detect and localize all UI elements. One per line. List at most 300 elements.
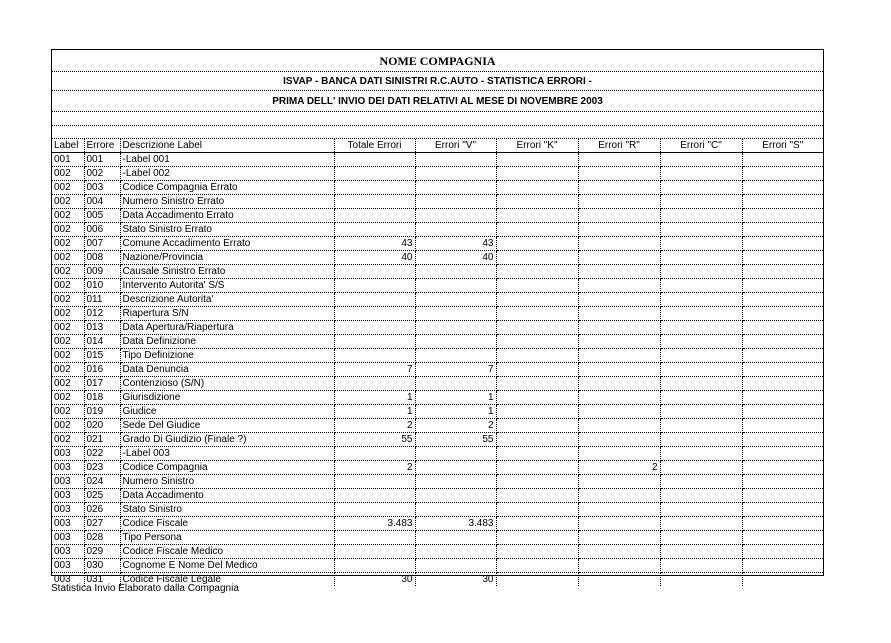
cell-errori-r	[578, 153, 660, 167]
cell-errori-s	[742, 517, 823, 531]
cell-totale-errori	[334, 531, 415, 545]
cell-errori-k	[496, 405, 578, 419]
cell-errori-r: 2	[578, 461, 660, 475]
cell-errore: 022	[84, 447, 120, 461]
cell-errori-c	[660, 335, 742, 349]
cell-errori-r	[578, 391, 660, 405]
column-header-totale-errori: Totale Errori	[334, 139, 415, 153]
cell-errori-r	[578, 531, 660, 545]
cell-errori-s	[742, 405, 823, 419]
cell-errori-v: 1	[415, 391, 496, 405]
cell-errore: 004	[84, 195, 120, 209]
cell-errori-c	[660, 503, 742, 517]
cell-errori-k	[496, 265, 578, 279]
cell-errori-r	[578, 447, 660, 461]
cell-errori-k	[496, 279, 578, 293]
cell-errore: 014	[84, 335, 120, 349]
cell-label: 002	[52, 167, 84, 181]
cell-totale-errori: 1	[334, 391, 415, 405]
cell-descrizione: Data Denuncia	[120, 363, 334, 377]
cell-errori-v	[415, 559, 496, 573]
table-row	[52, 251, 823, 265]
cell-errore: 021	[84, 433, 120, 447]
cell-errori-v	[415, 349, 496, 363]
cell-descrizione: Cognome E Nome Del Medico	[120, 559, 334, 573]
cell-errori-c	[660, 559, 742, 573]
cell-errori-s	[742, 307, 823, 321]
table-row	[52, 391, 823, 405]
cell-errori-s	[742, 279, 823, 293]
cell-totale-errori: 40	[334, 251, 415, 265]
cell-errori-s	[742, 573, 823, 587]
table-row	[52, 461, 823, 475]
cell-errori-s	[742, 391, 823, 405]
cell-label: 002	[52, 433, 84, 447]
cell-errori-s	[742, 447, 823, 461]
cell-errori-c	[660, 307, 742, 321]
cell-totale-errori	[334, 489, 415, 503]
column-header-descrizione: Descrizione Label	[120, 139, 334, 153]
cell-errori-v: 30	[415, 573, 496, 587]
table-row	[52, 405, 823, 419]
cell-errori-k	[496, 545, 578, 559]
cell-label: 003	[52, 447, 84, 461]
cell-errore: 013	[84, 321, 120, 335]
cell-totale-errori	[334, 321, 415, 335]
cell-errori-r	[578, 209, 660, 223]
cell-errori-s	[742, 321, 823, 335]
cell-totale-errori: 2	[334, 461, 415, 475]
cell-errore: 028	[84, 531, 120, 545]
cell-descrizione: Descrizione Autorita'	[120, 293, 334, 307]
cell-errori-s	[742, 461, 823, 475]
cell-errori-v	[415, 475, 496, 489]
cell-errori-k	[496, 419, 578, 433]
footer-note: Statistica Invio Elaborato dalla Compagnia	[51, 583, 239, 594]
report-frame	[51, 49, 824, 586]
cell-label: 002	[52, 349, 84, 363]
cell-totale-errori	[334, 223, 415, 237]
cell-errore: 030	[84, 559, 120, 573]
cell-label: 002	[52, 405, 84, 419]
cell-descrizione: Data Accadimento	[120, 489, 334, 503]
cell-label: 002	[52, 251, 84, 265]
table-row	[52, 223, 823, 237]
cell-errori-r	[578, 559, 660, 573]
cell-errori-s	[742, 181, 823, 195]
cell-label: 002	[52, 321, 84, 335]
table-row	[52, 489, 823, 503]
cell-errori-c	[660, 405, 742, 419]
table-row	[52, 265, 823, 279]
cell-errori-c	[660, 209, 742, 223]
column-header-errori-r: Errori "R"	[578, 139, 660, 153]
cell-errori-r	[578, 349, 660, 363]
cell-errori-s	[742, 531, 823, 545]
cell-errore: 002	[84, 167, 120, 181]
cell-totale-errori	[334, 335, 415, 349]
cell-errori-c	[660, 531, 742, 545]
cell-label: 003	[52, 517, 84, 531]
cell-errori-k	[496, 447, 578, 461]
cell-errori-c	[660, 181, 742, 195]
cell-errori-c	[660, 293, 742, 307]
cell-errori-c	[660, 223, 742, 237]
cell-errori-v: 43	[415, 237, 496, 251]
cell-errore: 027	[84, 517, 120, 531]
cell-totale-errori: 1	[334, 405, 415, 419]
company-title: NOME COMPAGNIA	[52, 50, 823, 72]
cell-errore: 016	[84, 363, 120, 377]
cell-errori-r	[578, 265, 660, 279]
cell-descrizione: -Label 001	[120, 153, 334, 167]
cell-label: 001	[52, 153, 84, 167]
cell-errori-r	[578, 363, 660, 377]
cell-descrizione: Giudice	[120, 405, 334, 419]
cell-errori-v	[415, 265, 496, 279]
table-row	[52, 419, 823, 433]
cell-errori-s	[742, 223, 823, 237]
cell-errori-k	[496, 321, 578, 335]
cell-errori-r	[578, 195, 660, 209]
table-row	[52, 377, 823, 391]
cell-errori-v	[415, 209, 496, 223]
cell-errori-v	[415, 181, 496, 195]
table-row	[52, 475, 823, 489]
cell-errori-v	[415, 195, 496, 209]
cell-errori-r	[578, 279, 660, 293]
cell-errori-c	[660, 251, 742, 265]
cell-errori-s	[742, 195, 823, 209]
table-row	[52, 545, 823, 559]
cell-errori-k	[496, 377, 578, 391]
cell-totale-errori	[334, 307, 415, 321]
cell-errori-r	[578, 517, 660, 531]
cell-totale-errori	[334, 475, 415, 489]
cell-errori-s	[742, 545, 823, 559]
cell-totale-errori	[334, 195, 415, 209]
cell-errori-k	[496, 531, 578, 545]
cell-errore: 006	[84, 223, 120, 237]
cell-descrizione: Codice Fiscale Legale	[120, 573, 334, 587]
table-row	[52, 363, 823, 377]
cell-errore: 017	[84, 377, 120, 391]
cell-errori-c	[660, 377, 742, 391]
cell-errori-c	[660, 517, 742, 531]
cell-errori-k	[496, 307, 578, 321]
cell-totale-errori: 2	[334, 419, 415, 433]
cell-label: 002	[52, 209, 84, 223]
table-row	[52, 433, 823, 447]
table-row	[52, 321, 823, 335]
cell-errori-k	[496, 167, 578, 181]
cell-totale-errori	[334, 209, 415, 223]
cell-errori-c	[660, 265, 742, 279]
cell-errore: 008	[84, 251, 120, 265]
cell-errori-s	[742, 335, 823, 349]
cell-errore: 026	[84, 503, 120, 517]
cell-errori-k	[496, 349, 578, 363]
cell-descrizione: Numero Sinistro Errato	[120, 195, 334, 209]
cell-label: 003	[52, 559, 84, 573]
column-header-errori-s: Errori "S"	[742, 139, 823, 153]
cell-errori-s	[742, 209, 823, 223]
cell-errori-k	[496, 237, 578, 251]
cell-errore: 025	[84, 489, 120, 503]
cell-errori-s	[742, 433, 823, 447]
cell-descrizione: Riapertura S/N	[120, 307, 334, 321]
blank-row	[52, 126, 823, 139]
cell-label: 003	[52, 461, 84, 475]
cell-totale-errori	[334, 503, 415, 517]
cell-errori-s	[742, 363, 823, 377]
cell-label: 002	[52, 307, 84, 321]
report-period: PRIMA DELL' INVIO DEI DATI RELATIVI AL MESE DI NOVEMBRE 2003	[52, 91, 823, 112]
cell-errori-v	[415, 223, 496, 237]
cell-errori-s	[742, 293, 823, 307]
cell-errori-c	[660, 279, 742, 293]
cell-errori-v	[415, 293, 496, 307]
column-header-errori-c: Errori "C"	[660, 139, 742, 153]
cell-totale-errori	[334, 349, 415, 363]
table-row	[52, 293, 823, 307]
cell-errori-k	[496, 391, 578, 405]
cell-totale-errori	[334, 279, 415, 293]
table-row	[52, 517, 823, 531]
table-row	[52, 307, 823, 321]
cell-label: 002	[52, 223, 84, 237]
cell-errori-r	[578, 321, 660, 335]
cell-errori-k	[496, 223, 578, 237]
cell-errori-v	[415, 447, 496, 461]
cell-errori-r	[578, 489, 660, 503]
cell-errore: 029	[84, 545, 120, 559]
table-row	[52, 503, 823, 517]
cell-errore: 012	[84, 307, 120, 321]
cell-errori-r	[578, 293, 660, 307]
cell-descrizione: Stato Sinistro Errato	[120, 223, 334, 237]
cell-errori-c	[660, 391, 742, 405]
cell-descrizione: Nazione/Provincia	[120, 251, 334, 265]
cell-errori-r	[578, 307, 660, 321]
cell-errori-v	[415, 307, 496, 321]
cell-errori-k	[496, 293, 578, 307]
cell-errore: 011	[84, 293, 120, 307]
cell-errore: 020	[84, 419, 120, 433]
cell-descrizione: Stato Sinistro	[120, 503, 334, 517]
cell-errore: 024	[84, 475, 120, 489]
cell-errori-r	[578, 335, 660, 349]
cell-errori-v	[415, 335, 496, 349]
cell-errori-r	[578, 251, 660, 265]
cell-errori-r	[578, 545, 660, 559]
cell-errori-s	[742, 559, 823, 573]
cell-descrizione: Data Apertura/Riapertura	[120, 321, 334, 335]
report-subtitle: ISVAP - BANCA DATI SINISTRI R.C.AUTO - STATISTICA ERRORI -	[52, 72, 823, 91]
table-header-row	[52, 139, 823, 153]
cell-errori-v	[415, 531, 496, 545]
cell-totale-errori	[334, 265, 415, 279]
cell-descrizione: Tipo Definizione	[120, 349, 334, 363]
cell-errori-k	[496, 335, 578, 349]
cell-descrizione: Codice Fiscale Medico	[120, 545, 334, 559]
cell-errori-r	[578, 237, 660, 251]
cell-descrizione: Data Accadimento Errato	[120, 209, 334, 223]
cell-errori-s	[742, 377, 823, 391]
cell-errori-k	[496, 209, 578, 223]
cell-errore: 007	[84, 237, 120, 251]
cell-descrizione: Comune Accadimento Errato	[120, 237, 334, 251]
table-row	[52, 167, 823, 181]
cell-errori-r	[578, 433, 660, 447]
cell-errori-c	[660, 489, 742, 503]
cell-errori-r	[578, 167, 660, 181]
cell-errore: 009	[84, 265, 120, 279]
cell-errori-r	[578, 573, 660, 587]
cell-errori-v: 3.483	[415, 517, 496, 531]
cell-errori-k	[496, 363, 578, 377]
cell-label: 002	[52, 195, 84, 209]
cell-errori-v	[415, 377, 496, 391]
cell-errori-c	[660, 237, 742, 251]
cell-totale-errori	[334, 153, 415, 167]
cell-descrizione: -Label 002	[120, 167, 334, 181]
cell-totale-errori	[334, 559, 415, 573]
column-header-errori-k: Errori "K"	[496, 139, 578, 153]
cell-errori-s	[742, 475, 823, 489]
cell-errori-r	[578, 377, 660, 391]
cell-totale-errori	[334, 293, 415, 307]
column-header-errore: Errore	[84, 139, 120, 153]
cell-errori-r	[578, 223, 660, 237]
cell-errori-v: 40	[415, 251, 496, 265]
cell-descrizione: Data Definizione	[120, 335, 334, 349]
cell-errori-s	[742, 265, 823, 279]
cell-errori-v: 2	[415, 419, 496, 433]
cell-errore: 023	[84, 461, 120, 475]
cell-errore: 018	[84, 391, 120, 405]
table-row	[52, 195, 823, 209]
cell-label: 002	[52, 419, 84, 433]
cell-errori-k	[496, 489, 578, 503]
column-header-errori-v: Errori "V"	[415, 139, 496, 153]
cell-descrizione: Codice Compagnia	[120, 461, 334, 475]
cell-label: 002	[52, 279, 84, 293]
cell-errori-v	[415, 461, 496, 475]
cell-errori-r	[578, 405, 660, 419]
table-row	[52, 559, 823, 573]
cell-label: 002	[52, 237, 84, 251]
cell-errori-k	[496, 559, 578, 573]
cell-errori-s	[742, 237, 823, 251]
cell-errori-s	[742, 251, 823, 265]
table-row	[52, 209, 823, 223]
cell-totale-errori	[334, 377, 415, 391]
cell-errori-r	[578, 503, 660, 517]
cell-errori-s	[742, 419, 823, 433]
cell-errori-v	[415, 153, 496, 167]
cell-errori-k	[496, 251, 578, 265]
error-statistics-table	[52, 139, 823, 586]
table-row	[52, 349, 823, 363]
cell-descrizione: Tipo Persona	[120, 531, 334, 545]
cell-label: 002	[52, 363, 84, 377]
cell-errori-v	[415, 321, 496, 335]
cell-descrizione: Giurisdizione	[120, 391, 334, 405]
cell-errori-c	[660, 321, 742, 335]
cell-errori-k	[496, 461, 578, 475]
cell-label: 002	[52, 377, 84, 391]
cell-label: 003	[52, 489, 84, 503]
cell-errori-k	[496, 573, 578, 587]
cell-errori-v	[415, 279, 496, 293]
cell-errori-s	[742, 503, 823, 517]
cell-errori-s	[742, 167, 823, 181]
cell-errori-s	[742, 153, 823, 167]
cell-errori-k	[496, 181, 578, 195]
cell-totale-errori	[334, 181, 415, 195]
cell-errori-k	[496, 475, 578, 489]
table-body	[52, 153, 823, 587]
cell-errore: 015	[84, 349, 120, 363]
cell-totale-errori	[334, 545, 415, 559]
cell-errori-v: 7	[415, 363, 496, 377]
cell-errori-c	[660, 461, 742, 475]
cell-errori-c	[660, 419, 742, 433]
cell-errori-c	[660, 363, 742, 377]
cell-descrizione: Intervento Autorita' S/S	[120, 279, 334, 293]
cell-errori-c	[660, 167, 742, 181]
cell-descrizione: Numero Sinistro	[120, 475, 334, 489]
cell-descrizione: -Label 003	[120, 447, 334, 461]
cell-label: 003	[52, 573, 84, 587]
cell-errore: 001	[84, 153, 120, 167]
cell-errori-k	[496, 195, 578, 209]
cell-errori-s	[742, 349, 823, 363]
cell-totale-errori: 55	[334, 433, 415, 447]
cell-descrizione: Codice Compagnia Errato	[120, 181, 334, 195]
cell-descrizione: Contenzioso (S/N)	[120, 377, 334, 391]
cell-label: 002	[52, 391, 84, 405]
cell-errori-r	[578, 419, 660, 433]
cell-errore: 031	[84, 573, 120, 587]
cell-errori-v	[415, 167, 496, 181]
cell-errori-k	[496, 517, 578, 531]
blank-row	[52, 112, 823, 126]
cell-totale-errori: 7	[334, 363, 415, 377]
cell-errori-c	[660, 447, 742, 461]
cell-errori-v	[415, 489, 496, 503]
cell-totale-errori: 3.483	[334, 517, 415, 531]
table-row	[52, 153, 823, 167]
cell-errore: 003	[84, 181, 120, 195]
cell-errore: 005	[84, 209, 120, 223]
cell-errori-c	[660, 153, 742, 167]
cell-label: 002	[52, 293, 84, 307]
cell-errori-r	[578, 181, 660, 195]
cell-errori-v: 1	[415, 405, 496, 419]
cell-descrizione: Grado Di Giudizio (Finale ?)	[120, 433, 334, 447]
table-row	[52, 531, 823, 545]
cell-label: 003	[52, 545, 84, 559]
cell-errore: 019	[84, 405, 120, 419]
cell-label: 002	[52, 181, 84, 195]
cell-descrizione: Sede Del Giudice	[120, 419, 334, 433]
cell-totale-errori: 30	[334, 573, 415, 587]
cell-errori-r	[578, 475, 660, 489]
table-row	[52, 237, 823, 251]
table-row	[52, 181, 823, 195]
